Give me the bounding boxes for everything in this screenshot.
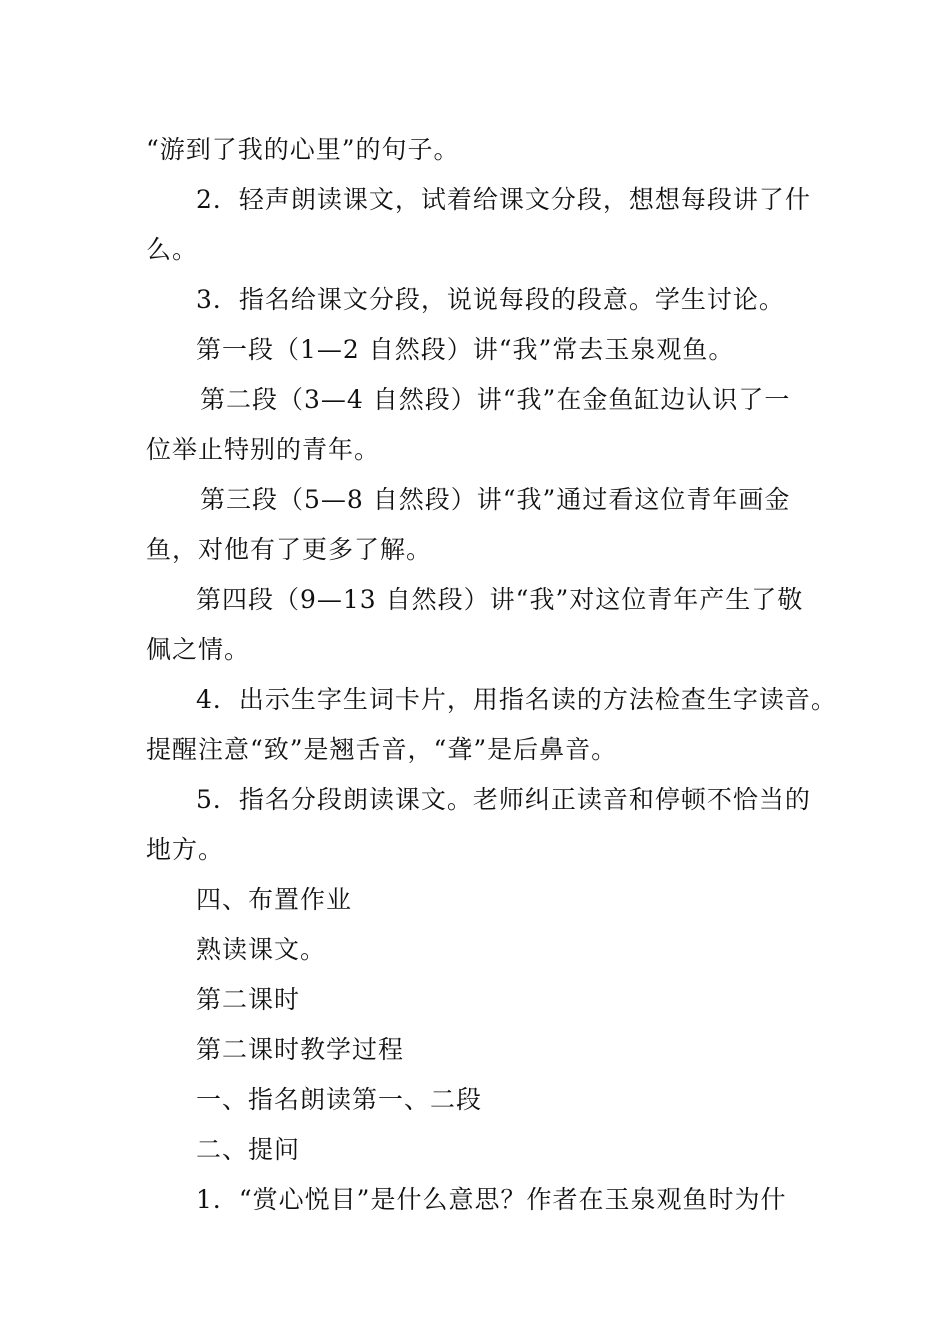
text-line: 2．轻声朗读课文，试着给课文分段，想想每段讲了什: [196, 185, 811, 214]
text-line: 第一段（1—2 自然段）讲“我”常去玉泉观鱼。: [196, 335, 735, 364]
text-line: 提醒注意“致”是翘舌音，“聋”是后鼻音。: [146, 735, 618, 764]
text-line: 4．出示生字生词卡片，用指名读的方法检查生字读音。: [196, 685, 837, 714]
text-line: 佩之情。: [146, 635, 251, 664]
text-line: 1．“赏心悦目”是什么意思？作者在玉泉观鱼时为什: [196, 1185, 787, 1214]
text-line: 么。: [146, 235, 199, 264]
text-line: 地方。: [146, 835, 225, 864]
text-line: 第三段（5—8 自然段）讲“我”通过看这位青年画金: [200, 485, 791, 514]
text-line: 鱼，对他有了更多了解。: [146, 535, 433, 564]
section-heading: 第二课时: [196, 985, 301, 1014]
text-line: 5．指名分段朗读课文。老师纠正读音和停顿不恰当的: [196, 785, 811, 814]
text-line: 熟读课文。: [196, 935, 327, 964]
section-heading: 四、布置作业: [196, 885, 353, 914]
section-heading: 二、提问: [196, 1135, 301, 1164]
text-line: 位举止特别的青年。: [146, 435, 381, 464]
text-line: 3．指名给课文分段，说说每段的段意。学生讨论。: [196, 285, 785, 314]
text-line: 第四段（9—13 自然段）讲“我”对这位青年产生了敬: [196, 585, 804, 614]
text-line: 第二段（3—4 自然段）讲“我”在金鱼缸边认识了一: [200, 385, 791, 414]
section-heading: 一、指名朗读第一、二段: [196, 1085, 483, 1114]
text-line: “游到了我的心里”的句子。: [146, 135, 460, 164]
section-heading: 第二课时教学过程: [196, 1035, 405, 1064]
